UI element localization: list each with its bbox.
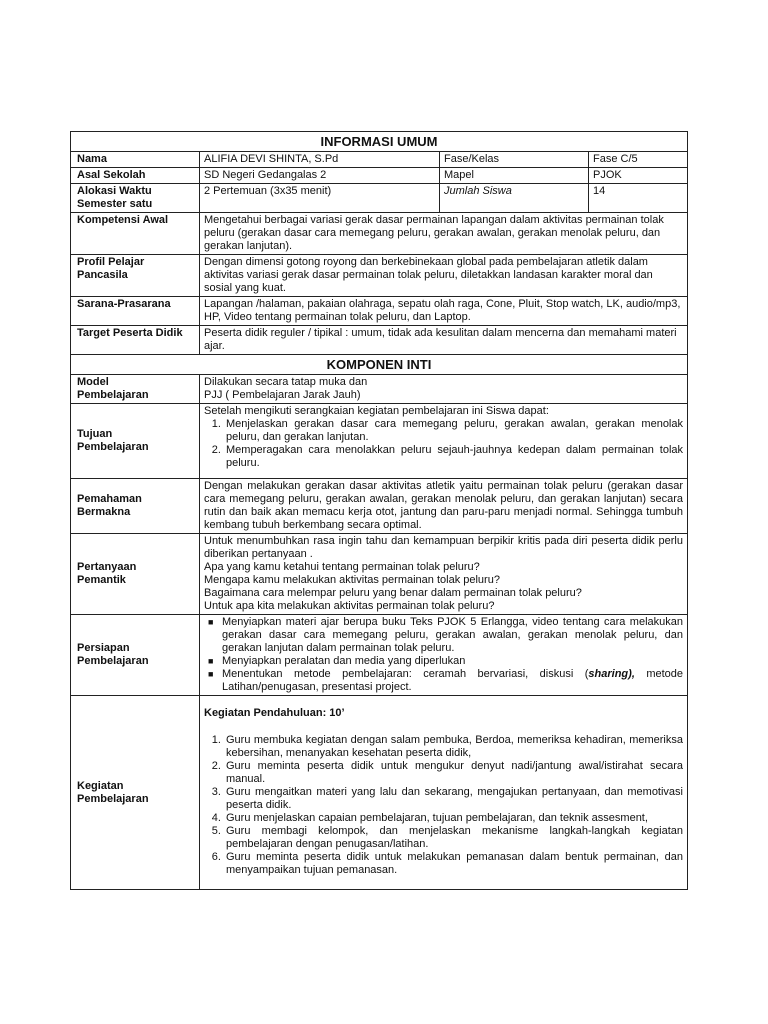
info-header-row — [71, 132, 688, 152]
model-text — [200, 375, 688, 404]
kegiatan-subtitle: Kegiatan Pendahuluan: 10’ — [204, 707, 345, 719]
bullet-square-icon: ■ — [208, 617, 214, 627]
persiapan-row — [71, 615, 688, 696]
sekolah-value: SD Negeri Gedangalas 2 — [200, 168, 440, 184]
target-text: Peserta didik reguler / tipikal : umum, tidak ada kesulitan dalam mencerna dan memahami materi ajar. — [200, 326, 688, 355]
pertanyaan-q3: Bagaimana cara melempar peluru yang benar dalam permainan tolak peluru? — [204, 587, 582, 599]
tujuan-label — [71, 404, 200, 479]
sekolah-label: Asal Sekolah — [71, 168, 200, 184]
pemahaman-label — [71, 479, 200, 534]
profil-row — [71, 255, 688, 297]
pertanyaan-q2: Mengapa kamu melakukan aktivitas permainan tolak peluru? — [204, 574, 500, 586]
persiapan-item-text: Menentukan metode pembelajaran: ceramah bervariasi, diskusi ( — [222, 668, 589, 680]
nama-label: Nama — [71, 152, 200, 168]
tujuan-content — [200, 404, 688, 479]
sarana-row — [71, 297, 688, 326]
kegiatan-label-line-1: Kegiatan — [77, 779, 124, 792]
pemahaman-text: Dengan melakukan gerakan dasar aktivitas atletik yaitu permainan tolak peluru (gerakan dasar cara memegang peluru, gerakan awalan, gerakan menolak peluru, dan gerakan lanjutan) secara rutin dan baik akan memacu kerja otot, jantung dan paru-paru menjadi normal. Sehingga tumbuh kembang tubuh berkembang secara optimal. — [200, 479, 688, 534]
alokasi-value: 2 Pertemuan (3x35 menit) — [200, 184, 440, 213]
persiapan-label — [71, 615, 200, 696]
kegiatan-item: 3. Guru mengaitkan materi yang lalu dan sekarang, mengajukan pertanyaan, dan memotivasi peserta didik. — [224, 786, 683, 812]
model-label-line-2: Pembelajaran — [77, 389, 149, 401]
fase-value: Fase C/5 — [589, 152, 688, 168]
kompetensi-label: Kompetensi Awal — [71, 213, 200, 255]
profil-label — [71, 255, 200, 297]
kegiatan-list — [204, 734, 683, 877]
kompetensi-row — [71, 213, 688, 255]
kegiatan-item: 6. Guru meminta peserta didik untuk melakukan pemanasan dalam bentuk permainan, dan menyampaikan tujuan pemanasan. — [224, 851, 683, 877]
jumlah-label: Jumlah Siswa — [440, 184, 589, 213]
tujuan-label-line-2: Pembelajaran — [77, 441, 149, 453]
inti-header: KOMPONEN INTI — [71, 355, 688, 375]
pertanyaan-q4: Untuk apa kita melakukan aktivitas permainan tolak peluru? — [204, 600, 495, 612]
kegiatan-row — [71, 696, 688, 890]
persiapan-item — [208, 668, 684, 694]
fase-label: Fase/Kelas — [440, 152, 589, 168]
pemahaman-label-line-2: Bermakna — [77, 506, 131, 518]
persiapan-label-line-2: Pembelajaran — [77, 655, 149, 667]
kegiatan-item: 2. Guru meminta peserta didik untuk mengukur denyut nadi/jantung awal/istirahat secara manual. — [224, 760, 683, 786]
kegiatan-item: 4. Guru menjelaskan capaian pembelajaran, tujuan pembelajaran, dan teknik assesment, — [224, 812, 683, 825]
alokasi-row — [71, 184, 688, 213]
alokasi-label-line-1: Alokasi Waktu — [77, 185, 152, 197]
kegiatan-label-line-2: Pembelajaran — [77, 792, 149, 805]
model-label — [71, 375, 200, 404]
target-row — [71, 326, 688, 355]
persiapan-item — [208, 655, 683, 668]
pertanyaan-intro: Untuk menumbuhkan rasa ingin tahu dan kemampuan berpikir kritis pada diri peserta didik perlu diberikan pertanyaan . — [204, 535, 683, 560]
jumlah-value: 14 — [589, 184, 688, 213]
sekolah-row — [71, 168, 688, 184]
tujuan-item: 1. Menjelaskan gerakan dasar cara memegang peluru, gerakan awalan, gerakan menolak peluru, dan gerakan lanjutan. — [224, 418, 683, 444]
persiapan-list — [204, 616, 683, 694]
pemahaman-label-line-1: Pemahaman — [77, 493, 142, 505]
target-label: Target Peserta Didik — [71, 326, 200, 355]
persiapan-item-text: metode Latihan/penugasan, presentasi project. — [222, 668, 684, 693]
alokasi-label-line-2: Semester satu — [77, 198, 153, 210]
lesson-plan-table — [70, 131, 688, 890]
pertanyaan-q1: Apa yang kamu ketahui tentang permainan tolak peluru? — [204, 561, 480, 573]
model-label-line-1: Model — [77, 376, 109, 388]
mapel-value: PJOK — [589, 168, 688, 184]
kegiatan-content — [200, 696, 688, 890]
profil-label-line-1: Profil Pelajar — [77, 256, 145, 268]
tujuan-item: 2. Memperagakan cara menolakkan peluru sejauh-jauhnya kedepan dalam permainan tolak peluru. — [224, 444, 683, 470]
alokasi-label — [71, 184, 200, 213]
mapel-label: Mapel — [440, 168, 589, 184]
pertanyaan-content — [200, 534, 688, 615]
nama-row — [71, 152, 688, 168]
persiapan-item — [208, 616, 683, 655]
persiapan-content — [200, 615, 688, 696]
pertanyaan-label-line-2: Pemantik — [77, 574, 126, 586]
nama-value: ALIFIA DEVI SHINTA, S.Pd — [200, 152, 440, 168]
profil-label-line-2: Pancasila — [77, 269, 128, 281]
model-row — [71, 375, 688, 404]
tujuan-intro: Setelah mengikuti serangkaian kegiatan pembelajaran ini Siswa dapat: — [204, 405, 549, 417]
persiapan-item-emphasis: sharing), — [588, 668, 635, 680]
kegiatan-item: 1. Guru membuka kegiatan dengan salam pembuka, Berdoa, memeriksa kehadiran, memeriksa kebersihan, menanyakan kesehatan peserta didik, — [224, 734, 683, 760]
persiapan-item-text: Menyiapkan peralatan dan media yang diperlukan — [222, 655, 466, 667]
model-line-2: PJJ ( Pembelajaran Jarak Jauh) — [204, 389, 361, 401]
kegiatan-label — [71, 696, 200, 890]
sarana-label: Sarana-Prasarana — [71, 297, 200, 326]
sarana-text: Lapangan /halaman, pakaian olahraga, sepatu olah raga, Cone, Pluit, Stop watch, LK, audio/mp3, HP, Video tentang permainan tolak peluru, dan Laptop. — [200, 297, 688, 326]
persiapan-item-text: Menyiapkan materi ajar berupa buku Teks PJOK 5 Erlangga, video tentang cara melakukan gerakan dasar cara memegang peluru, gerakan awalan, gerakan menolak peluru, dan gerakan lanjutan dalam permainan tolak peluru. — [222, 616, 683, 654]
inti-header-row — [71, 355, 688, 375]
kegiatan-item: 5. Guru membagi kelompok, dan menjelaskan mekanisme langkah-langkah kegiatan pembelajaran dengan penugasan/latihan. — [224, 825, 683, 851]
bullet-square-icon: ■ — [208, 656, 214, 666]
model-line-1: Dilakukan secara tatap muka dan — [204, 376, 368, 388]
kompetensi-text: Mengetahui berbagai variasi gerak dasar permainan lapangan dalam aktivitas permainan tolak peluru (gerakan dasar cara memegang peluru, gerakan awalan, gerakan menolak peluru, dan gerakan lanjutan). — [200, 213, 688, 255]
lesson-plan-document — [70, 131, 687, 890]
pertanyaan-label — [71, 534, 200, 615]
bullet-square-icon: ■ — [208, 669, 214, 679]
info-header: INFORMASI UMUM — [71, 132, 688, 152]
pemahaman-row — [71, 479, 688, 534]
pertanyaan-row — [71, 534, 688, 615]
tujuan-list — [204, 418, 683, 470]
persiapan-label-line-1: Persiapan — [77, 642, 130, 654]
profil-text: Dengan dimensi gotong royong dan berkebinekaan global pada pembelajaran atletik dalam aktivitas variasi gerak dasar permainan tolak peluru, diletakkan landasan karakter moral dan sosial yang kuat. — [200, 255, 688, 297]
tujuan-label-line-1: Tujuan — [77, 428, 113, 440]
tujuan-row — [71, 404, 688, 479]
pertanyaan-label-line-1: Pertanyaan — [77, 561, 137, 573]
